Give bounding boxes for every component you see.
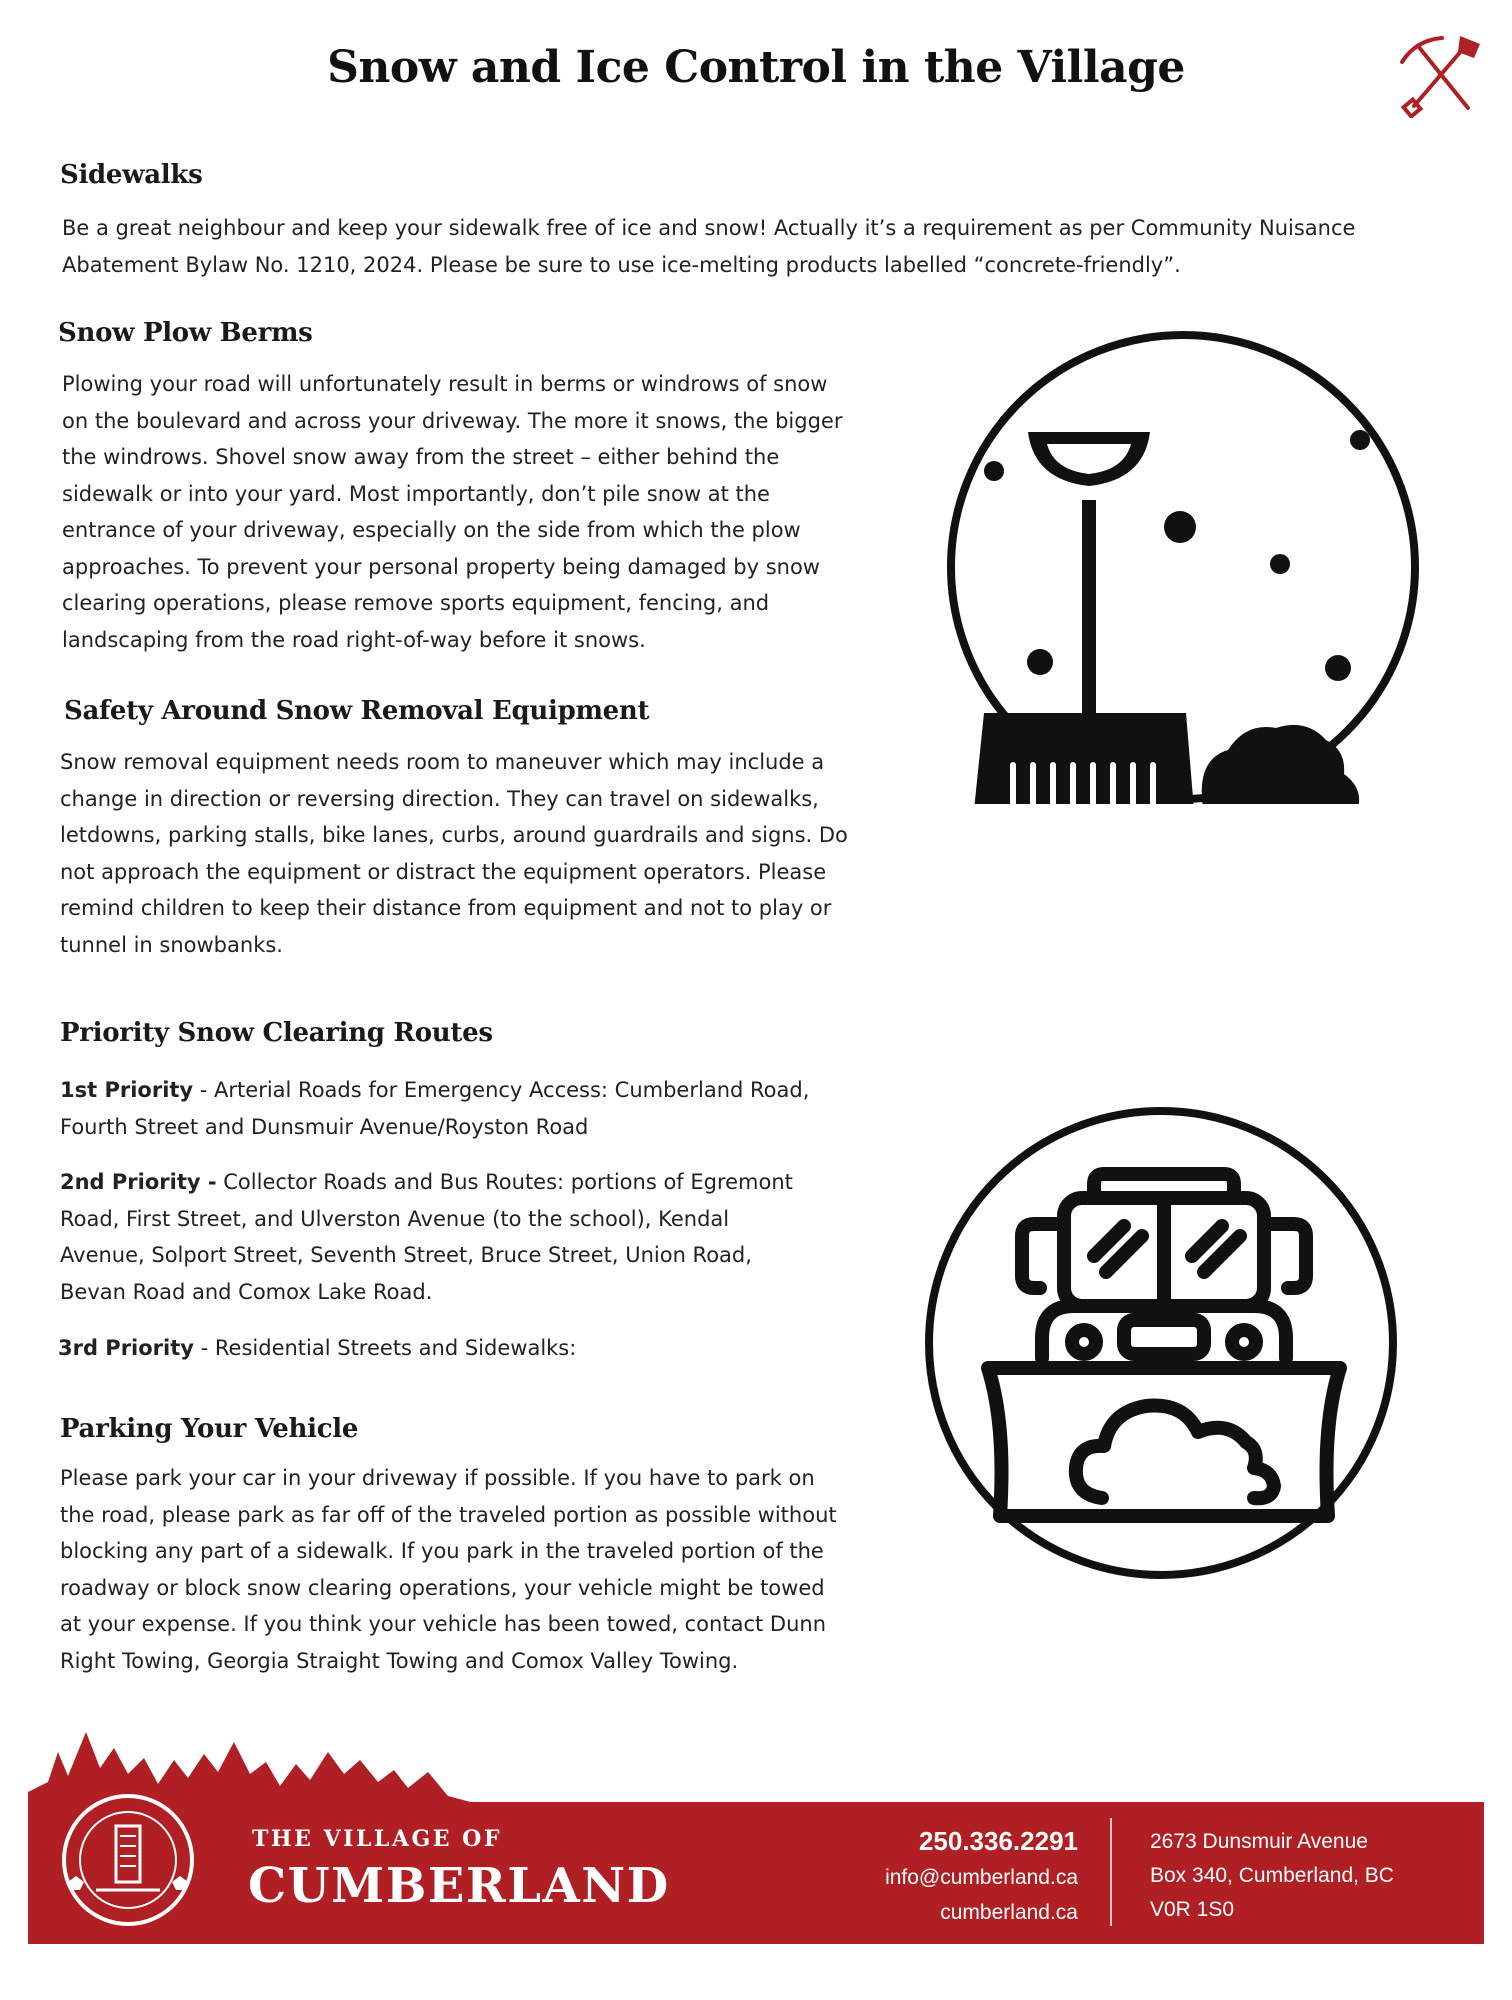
berms-line: clearing operations, please remove sports equipment, fencing, and [62,591,770,615]
priority-1-text: - Arterial Roads for Emergency Access: Cumberland Road, [193,1078,810,1102]
parking-line: Right Towing, Georgia Straight Towing and Comox Valley Towing. [60,1648,739,1673]
safety-line: tunnel in snowbanks. [60,932,283,957]
priority-3-text: - Residential Streets and Sidewalks: [193,1336,577,1360]
snow-shovel-icon [946,330,1420,804]
priority-1-label: 1st Priority [60,1078,194,1102]
parking-line: at your expense. If you think your vehicle has been towed, contact Dunn [60,1612,826,1636]
priority-2-text: Avenue, Solport Street, Seventh Street, Bruce Street, Union Road, [60,1243,752,1267]
priority-3-label: 3rd Priority [58,1336,194,1360]
berms-line: Plowing your road will unfortunately result in berms or windrows of snow [62,372,828,396]
berms-line: on the boulevard and across your driveway. The more it snows, the bigger [62,408,843,433]
sidewalks-line: Be a great neighbour and keep your sidewalk free of ice and snow! Actually it’s a requirement as per Community Nuisance [62,216,1356,240]
footer-address-line: 2673 Dunsmuir Avenue [1150,1830,1368,1853]
footer-village-name: CUMBERLAND [248,1858,670,1914]
priority-2-text: Collector Roads and Bus Routes: portions of Egremont [216,1170,793,1194]
snowplow-truck-icon [924,1106,1398,1580]
parking-line: blocking any part of a sidewalk. If you park in the traveled portion of the [60,1539,824,1563]
berms-line: entrance of your driveway, especially on the side from which the plow [62,518,801,542]
priority-2-text: Road, First Street, and Ulverston Avenue (to the school), Kendal [60,1206,730,1231]
safety-line: change in direction or reversing direction. They can travel on sidewalks, [60,786,819,811]
berms-paragraph [62,366,932,658]
priority-heading: Priority Snow Clearing Routes [60,1018,493,1048]
priority-1-paragraph [60,1072,940,1145]
safety-heading: Safety Around Snow Removal Equipment [64,696,650,726]
village-seal-logo [58,1790,198,1930]
footer-address-line: V0R 1S0 [1150,1898,1235,1921]
priority-2-text: Bevan Road and Comox Lake Road. [60,1279,433,1304]
priority-2-label: 2nd Priority - [60,1170,217,1194]
parking-paragraph [60,1460,940,1679]
footer-website-link[interactable]: cumberland.ca [940,1901,1078,1924]
safety-line: not approach the equipment or distract the equipment operators. Please [60,859,827,884]
pick-and-shovel-icon [1398,32,1484,118]
berms-line: landscaping from the road right-of-way before it snows. [62,627,646,652]
safety-line: Snow removal equipment needs room to maneuver which may include a [60,750,825,774]
footer-email-link[interactable]: info@cumberland.ca [885,1866,1078,1889]
safety-paragraph [60,744,930,963]
sidewalks-paragraph [62,210,1482,283]
page-title: Snow and Ice Control in the Village [327,42,1185,93]
priority-3-paragraph [58,1330,938,1367]
sidewalks-line: Abatement Bylaw No. 1210, 2024. Please be sure to use ice-melting products labelled “concrete-friendly”. [62,252,1181,277]
priority-1-text: Fourth Street and Dunsmuir Avenue/Royston Road [60,1114,589,1139]
priority-2-paragraph [60,1164,940,1310]
footer-address-line: Box 340, Cumberland, BC [1150,1864,1394,1887]
berms-line: approaches. To prevent your personal property being damaged by snow [62,554,820,579]
footer-phone[interactable]: 250.336.2291 [918,1826,1078,1856]
parking-line: roadway or block snow clearing operations, your vehicle might be towed [60,1575,825,1600]
parking-line: Please park your car in your driveway if possible. If you have to park on [60,1466,815,1490]
berms-line: sidewalk or into your yard. Most importantly, don’t pile snow at the [62,481,770,506]
sidewalks-heading: Sidewalks [60,160,203,190]
safety-line: remind children to keep their distance from equipment and not to play or [60,896,832,920]
parking-line: the road, please park as far off of the traveled portion as possible without [60,1502,837,1527]
footer-divider [1110,1818,1112,1926]
berms-line: the windrows. Shovel snow away from the street – either behind the [62,445,780,469]
footer-village-of: THE VILLAGE OF [252,1826,502,1852]
berms-heading: Snow Plow Berms [58,318,313,348]
safety-line: letdowns, parking stalls, bike lanes, curbs, around guardrails and signs. Do [60,823,848,847]
parking-heading: Parking Your Vehicle [60,1414,359,1444]
